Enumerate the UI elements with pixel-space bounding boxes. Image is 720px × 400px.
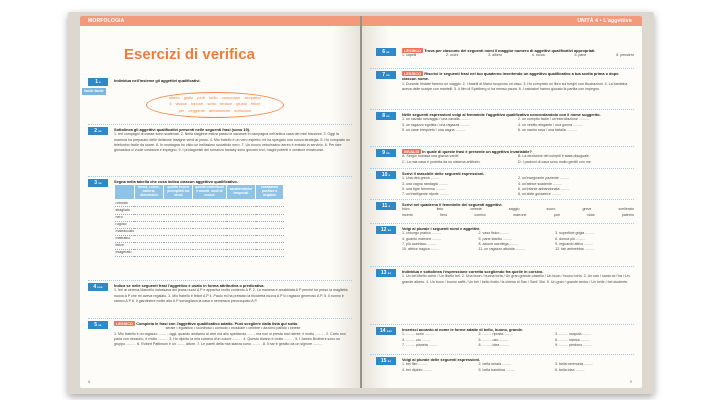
exercise-instruction: Indica se nelle seguenti frasi l'aggettivo è usato in forma attributiva o predicativa. xyxy=(114,283,265,288)
left-page xyxy=(80,16,360,388)
item-grid: 1. bel film ......... 2. bella serata ......... 3. bella cerimonia ......... 4. bel dipinto ......... 5. bella bambina ......... 6. bella idea ......... xyxy=(402,362,594,372)
exercise-text: 1. Durante l'estate faremo un viaggio. 2. I fratelli di Mario scoprono un vaso. 3. Ho comprato un libro sui funghi con illustrazioni. 4. La bambina aveva delle scarpe con mantelli. 5. Il film di Spielberg ci ha messo paura. 6. I calciatori hanno giocato la partita con impegno. xyxy=(402,81,628,92)
word-list: serale • egoistico • scontroso • comodo • musicale • celebre • azzurro pallido • cinese xyxy=(165,326,301,331)
exercise-15 xyxy=(376,357,634,373)
exercise-11 xyxy=(376,202,634,218)
item-grid: 1. chirurgo pratico ......... 2. vaso fisico ......... 3. superficie grigia ......... 4. guanto marrone ......... 5. pane stantio ......... 6. donna più ......... 7. più austriaco ......... 8. azione sacrilega ......... 9. reguardo attivo ......... 10. attrice tragica ......... 11. un ragazzo attuista ......... 12. fan antinebbia ......... xyxy=(402,231,595,252)
open-book xyxy=(68,12,654,394)
page-number: 9 xyxy=(629,379,632,385)
table-row: maleducato xyxy=(115,228,284,235)
divider xyxy=(88,176,352,177)
exercise-instruction: Inserisci accanto al nome le forme adatte di bello, buono, grande. xyxy=(402,327,524,332)
exercise-14 xyxy=(376,327,634,348)
word-row: fulvo lieto celeste saggio scuro greve scellerato xyxy=(402,207,634,212)
exercise-instruction: LESSICO Riscrivi le seguenti frasi nel tuo quaderno invertendo un aggettivo qualificativo a tua scelta prima o dopo ciascun nome. xyxy=(402,71,619,82)
item-grid: 1. Una dea greca ......... 2. un'insegnante paziente ......... 3. una cagna randagia ......... 4. un'attrice scadente ......... 5. una tigre femmina ......... 6. un'infante abbandonata ......... 7. un'intelligente nipote ......... 8. un'abile guidatrice ......... xyxy=(402,176,570,197)
table-header: qualità fisiche percepibili coi sensi xyxy=(164,185,193,200)
exercise-instruction: Sottolinea gli aggettivi qualificativi presenti nelle seguenti frasi (sono 19). xyxy=(114,127,250,132)
difficulty-note: facile facile xyxy=(82,88,106,95)
exercise-number: 5●● xyxy=(88,321,108,329)
exercise-number: 11● xyxy=(376,202,396,210)
divider xyxy=(370,199,634,200)
table-row: sbagliato xyxy=(115,207,284,214)
exercise-instruction: Scrivi nel quaderno il femminile dei seguenti aggettivi. xyxy=(402,202,503,207)
page-title: Esercizi di verifica xyxy=(124,46,255,63)
lessico-tag: LESSICO xyxy=(116,321,134,326)
divider xyxy=(88,124,352,125)
option-d[interactable]: D. I padroni di casa sono molto gentili con me. xyxy=(518,159,592,164)
word-row: incerto fiero comico marrone pari viola paterno xyxy=(402,212,634,217)
word-cloud: albero giallo perfi bello comunque simpatico il vivace topone sotto tenace giusto felice per veggente abbondante sottovoce xyxy=(168,95,262,113)
divider xyxy=(370,354,634,355)
exercise-number: 7●● xyxy=(376,71,396,79)
exercise-instruction: Segna nella tabella che cosa indica ciascun aggettivo qualificativo. xyxy=(114,179,238,184)
exercise-number: 4●●● xyxy=(88,283,108,291)
word-row: 1. capelli 2. occhi 3. albero 4. rocca 5. pane 6. pensiero xyxy=(402,53,634,58)
table-header-empty xyxy=(115,185,135,200)
exercise-instruction: Scrivi il maschile delle seguenti espressioni. xyxy=(402,171,485,176)
table-header: caratteristiche temporali xyxy=(226,185,256,200)
exercise-instruction: INVALSI In quale di queste frasi è presente un aggettivo invariabile? xyxy=(404,149,532,154)
answer-options xyxy=(402,154,634,164)
option-a[interactable]: A. Sergio indossa una giacca verde. xyxy=(402,154,460,159)
table-row: esagerato xyxy=(115,249,284,256)
exercise-number: 9●● xyxy=(376,149,396,157)
exercise-9 xyxy=(376,149,634,165)
table-header: forma, colore, materia, dimensioni xyxy=(134,185,164,200)
exercise-number: 12●● xyxy=(376,226,396,234)
exercise-number: 2●● xyxy=(88,127,108,135)
section-label: MORFOLOGIA xyxy=(88,18,125,24)
option-b[interactable]: B. La decisione dei compiti è stata disuguale. xyxy=(518,154,590,159)
item-grid: 1. un cavallo selvaggio / una cavalla .......... 2. un compito facile / un'esercitazione .......... 3. un ragazzo egoista / una ragazza .......... 4. un vestito elegante / una gonna .......... 5. un cane irrequieto / una cagna .......... 6. un nastro rosa / una farfalla .......... xyxy=(402,117,589,132)
exercise-6 xyxy=(376,48,634,59)
item-grid: 1. ......... sono ......... 2. ......... riposta ......... 3. ......... scapola ......... 4. ......... zio ......... 5. ......... uso ......... 6. ......... stanza ......... 7. ......... pianeta ......... 8. ......... idea ......... 9. ......... perdono ......... xyxy=(402,332,593,347)
exercise-10 xyxy=(376,171,634,197)
option-c[interactable]: C. La mia casa è protetta da un sistema antifurto. xyxy=(402,159,481,164)
table-row: felice xyxy=(115,242,284,249)
exercise-13 xyxy=(376,269,634,285)
exercise-text: 1. Un bel libello come / Un libello bel. 2. Una buon / buona torta / Un gran grande castello / Un buon / buono torta. 3. Un san / santo ce l'ha / Un grande albero. 4. Un buon / buono caffè / Un bel / bello frutto / la chiesa di San / Sant' Sisi. 5. Un gran / grande amico / Un belle / bel studente. xyxy=(402,274,630,284)
exercise-instruction: Individua e sottolinea l'espressione corretta scegliendo fra quelle in corsivo. xyxy=(402,269,544,274)
right-header-band xyxy=(362,16,642,26)
divider xyxy=(370,146,634,147)
exercise-text: 1. Ieri al cinema Marcello indossava dei jeans nuovi A P e appariva molto contento A P. 2. La mamma è arrabbiata A P perché ho perso la maglietta nuova A P che mi aveva regalato. 3. Mio fratello è felice A P 4. Paolo mi ha prestato la bicicletta nuova A P Io ragazzo generoso A P. 5. Il nonno è stanco A P 6. Il giardiniere molto alto A P sorvegliava la casa e sembrava preoccupato A P. xyxy=(114,288,348,303)
left-header-band xyxy=(80,16,360,26)
exercise-number: 15●● xyxy=(376,357,396,365)
exercise-instruction: Nelle seguenti espressioni volgi al femminile l'aggettivo qualificativo concordandolo con il nome suggerito. xyxy=(402,112,601,117)
exercise-7 xyxy=(376,71,634,92)
exercise-text: 1. Ieri compagni di classe sono scatenati. 2. Nella stagione estiva passo le vacanze in campagna nell'antica casa dei miei bisnonni. 3. Oggi la mamma ha preparato delle deliziose lasagne verdi al pesto. 4. Mio fratello è un vero esperto: mi ha spiegato una nuova strategia. 5. Ho comprato un telefonino facile da usare. 6. In montagna ho visto un bellissimo scoiattolo nero. 7. Un nuovo velocissimo aereo è entrato in servizio. 8. Per fare ginnastica ci vuole costanza e impegno. 9. I protagonisti del romanzo fantasy sono giovani eroi, maghi potenti e creature mostruose. xyxy=(114,132,350,153)
table-row: rotondo xyxy=(115,200,284,207)
unit-label: UNITÀ 4 • L'aggettivo xyxy=(577,18,632,24)
classification-table xyxy=(114,184,284,257)
page-number: 8 xyxy=(88,379,91,385)
divider xyxy=(370,223,634,224)
table-header: qualità intellettuali e morali, modi di essere xyxy=(193,185,226,200)
divider xyxy=(370,168,634,169)
exercise-8 xyxy=(376,112,634,133)
table-row: rugoso xyxy=(115,221,284,228)
table-header: valutazioni positive o negative xyxy=(256,185,284,200)
exercise-instruction: Volgi al plurale delle seguenti espressioni. xyxy=(402,357,481,362)
exercise-instruction: Volgi al plurale i seguenti nomi e aggettivi. xyxy=(402,226,481,231)
exercise-1 xyxy=(88,78,352,83)
exercise-text: 1. Mio fratello è un ragazzo ........ : oggi, quando andiamo al cine ma allo spettacolo ........ ma non si presta mai niente, è molto ........ . 2. Carlo non parla con nessuno, è molto ........ . 3. Ho dipinto la mia camera d'un colore ........ . 4. Questo divano è molto ........ . 5. I James Brothers sono un gruppo ........ . 6. Robert Pattinson è un ........ attore. 7. Le pareti della mia stanza sono ........ . 8. Il bar è gestito da un signore ........ . xyxy=(114,331,346,347)
exercise-5 xyxy=(88,321,352,347)
exercise-number: 13●● xyxy=(376,269,396,277)
exercise-4 xyxy=(88,283,352,304)
divider xyxy=(370,68,634,69)
exercise-instruction: LESSICO Trova per ciascuno dei seguenti nomi il maggior numero di aggettivi qualificativi appropriati. xyxy=(404,48,596,53)
exercise-number: 14●●● xyxy=(376,327,396,335)
table-row: nero xyxy=(115,214,284,221)
exercise-number: 1● xyxy=(88,78,108,86)
exercise-3 xyxy=(88,179,352,257)
exercise-number: 10● xyxy=(376,171,396,179)
divider xyxy=(370,324,634,325)
exercise-number: 6●● xyxy=(376,48,396,56)
exercise-instruction: LESSICO Completa le frasi con l'aggettivo qualificativo adatto. Puoi scegliere dalla lista qui sotto. xyxy=(116,321,299,326)
exercise-number: 8●● xyxy=(376,112,396,120)
exercise-instruction: Individua nell'insieme gli aggettivi qualificativi. xyxy=(114,78,201,83)
exercise-12 xyxy=(376,226,634,252)
divider xyxy=(370,266,634,267)
right-page xyxy=(362,16,642,388)
exercise-number: 3●● xyxy=(88,179,108,187)
exercise-2 xyxy=(88,127,352,153)
divider xyxy=(88,318,352,319)
table-row: mattutino xyxy=(115,235,284,242)
divider xyxy=(370,109,634,110)
divider xyxy=(88,280,352,281)
